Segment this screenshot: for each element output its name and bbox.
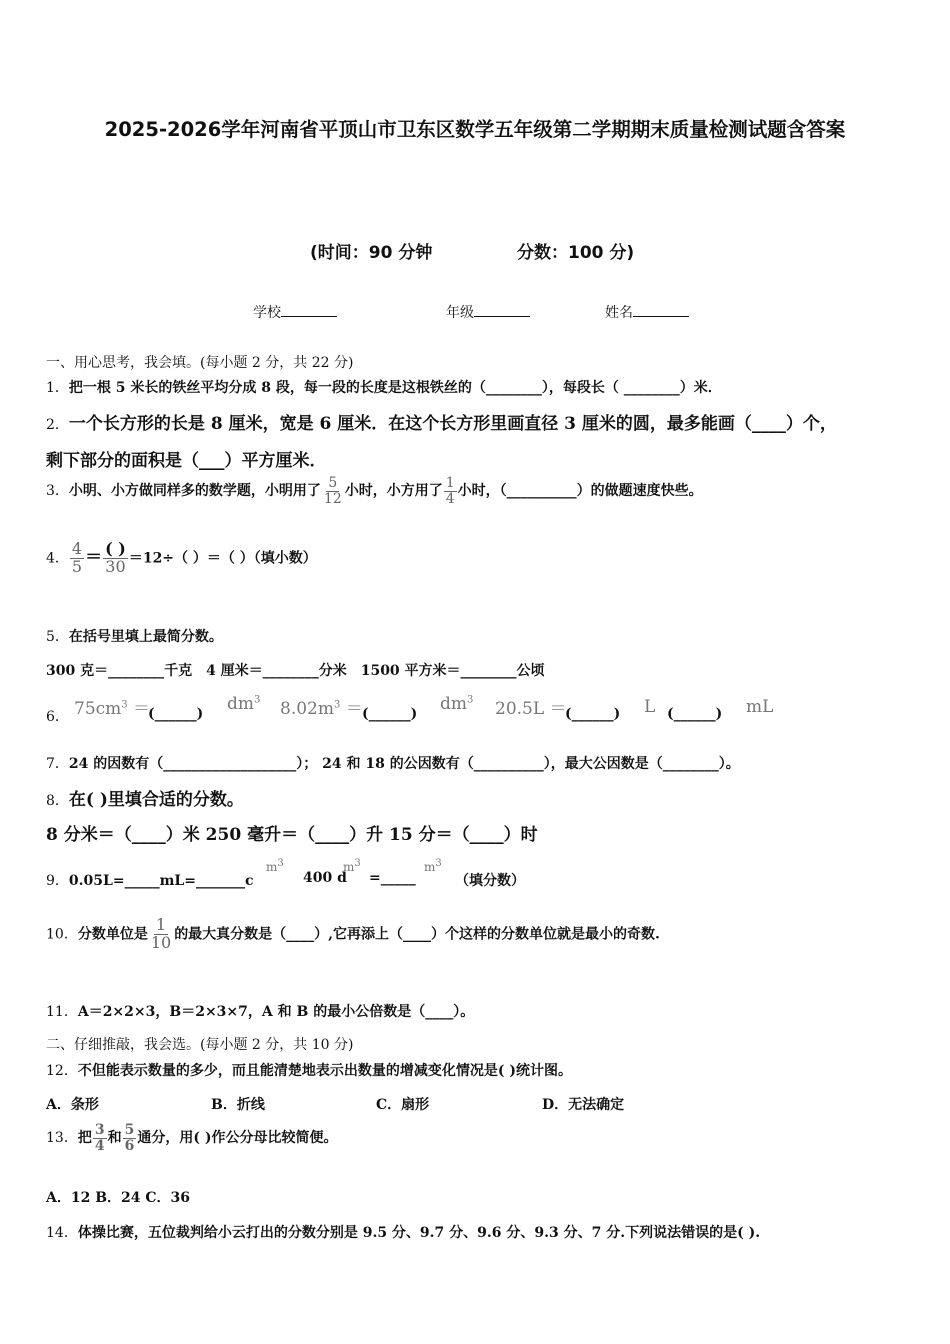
school-field: 学校 <box>253 302 337 322</box>
question-9: 9．0.05L=_____mL=_______c $m^3$ 400 d $m^3$ =_____ $m^3$ （填分数） <box>46 858 525 889</box>
q6-unit-dm3-2: $dm^3$ <box>440 694 474 714</box>
question-12-option-b[interactable]: B．折线 <box>211 1097 265 1113</box>
question-1: 1．把一根 5 米长的铁丝平均分成 8 段，每一段的长度是这根铁丝的（________），每段长（ ________）米． <box>46 380 722 396</box>
question-10: 10．分数单位是 $\frac{1}{10}$ 的最大真分数是（____）,它再添上（____）个这样的分数单位就是最小的奇数. <box>46 915 660 952</box>
exam-time: (时间：90 分钟 <box>310 243 433 263</box>
q9-unit-m3-3: $m^3$ <box>424 858 442 874</box>
q9-unit-m3-1: $m^3$ <box>266 858 284 874</box>
fraction-1-10: $\frac{1}{10}$ <box>150 915 172 952</box>
question-12-option-a[interactable]: A．条形 <box>46 1097 99 1113</box>
question-8-blanks: 8 分米＝（____）米 250 毫升＝（____）升 15 分＝（____）时 <box>46 825 538 845</box>
question-12-option-c[interactable]: C．扇形 <box>376 1097 430 1113</box>
question-5-blanks: 300 克＝________千克 4 厘米＝________分米 1500 平方米＝________公顷 <box>46 663 545 679</box>
q6-volume-l: 20.5L ＝ <box>495 699 567 719</box>
document-title: 2025-2026学年河南省平顶山市卫东区数学五年级第二学期期末质量检测试题含答案 <box>104 118 846 141</box>
fraction-5-12: $\frac{5}{12}$ <box>323 475 342 507</box>
q6-unit-ml: mL <box>746 697 774 717</box>
question-14: 14．体操比赛，五位裁判给小云打出的分数分别是 9.5 分、9.7 分、9.6 分、9.3 分、7 分.下列说法错误的是( ). <box>46 1225 761 1241</box>
question-6: 6． $75cm^3$ ＝ (______) $dm^3$ $8.02m^3$ ＝ (______) $dm^3$ 20.5L ＝ (______) L (______) mL <box>46 694 774 725</box>
question-2-line-2: 剩下部分的面积是（___）平方厘米． <box>46 451 327 471</box>
name-field: 姓名 <box>605 302 689 322</box>
grade-field: 年级 <box>446 302 530 322</box>
fraction-3-4: $\frac{3}{4}$ <box>94 1122 105 1154</box>
section-1-heading: 一、用心思考，我会填。(每小题 2 分，共 22 分) <box>46 355 354 371</box>
question-8: 8．在( )里填合适的分数。 <box>46 790 244 810</box>
q9-unit-m3-2: $m^3$ <box>343 858 361 874</box>
question-13-options[interactable]: A．12 B．24 C．36 <box>46 1190 191 1206</box>
fraction-5-6: $\frac{5}{6}$ <box>124 1122 135 1154</box>
question-11: 11．A＝2×2×3，B＝2×3×7，A 和 B 的最小公倍数是（____）。 <box>46 1004 475 1020</box>
q6-volume-m3: $8.02m^3$ ＝ <box>280 699 363 719</box>
q6-volume-cm3: $75cm^3$ ＝ <box>74 699 151 719</box>
q6-unit-dm3-1: $dm^3$ <box>227 694 261 714</box>
fraction-4-5: $\frac{4}{5}$ <box>71 539 83 576</box>
question-7: 7．24 的因数有（___________________）； 24 和 18 的公因数有（__________），最大公因数是（________）。 <box>46 756 740 772</box>
fraction-blank-30: $\frac{( )}{30}$ <box>105 539 126 576</box>
question-12-option-d[interactable]: D．无法确定 <box>542 1097 625 1113</box>
question-5: 5．在括号里填上最简分数。 <box>46 629 223 645</box>
question-13: 13．把 $\frac{3}{4}$ 和 $\frac{5}{6}$ 通分，用( )作公分母比较简便。 <box>46 1122 338 1154</box>
q6-unit-l: L <box>644 697 656 717</box>
question-12: 12．不但能表示数量的多少，而且能清楚地表示出数量的增减变化情况是( )统计图。 <box>46 1063 572 1079</box>
fraction-1-4: $\frac{1}{4}$ <box>445 475 455 507</box>
question-2-line-1: 2．一个长方形的长是 8 厘米，宽是 6 厘米．在这个长方形里画直径 3 厘米的圆，最多能画（____）个， <box>46 414 837 434</box>
question-4: 4． $\frac{4}{5}$ ＝ $\frac{( )}{30}$ ＝12÷（ ）＝（ ）（填小数） <box>46 539 317 576</box>
exam-score: 分数：100 分) <box>517 243 635 263</box>
question-3: 3．小明、小方做同样多的数学题，小明用了 $\frac{5}{12}$ 小时，小方用了 $\frac{1}{4}$ 小时，（__________）的做题速度快些。 <box>46 475 703 507</box>
section-2-heading: 二、仔细推敲，我会选。(每小题 2 分，共 10 分) <box>46 1037 354 1053</box>
